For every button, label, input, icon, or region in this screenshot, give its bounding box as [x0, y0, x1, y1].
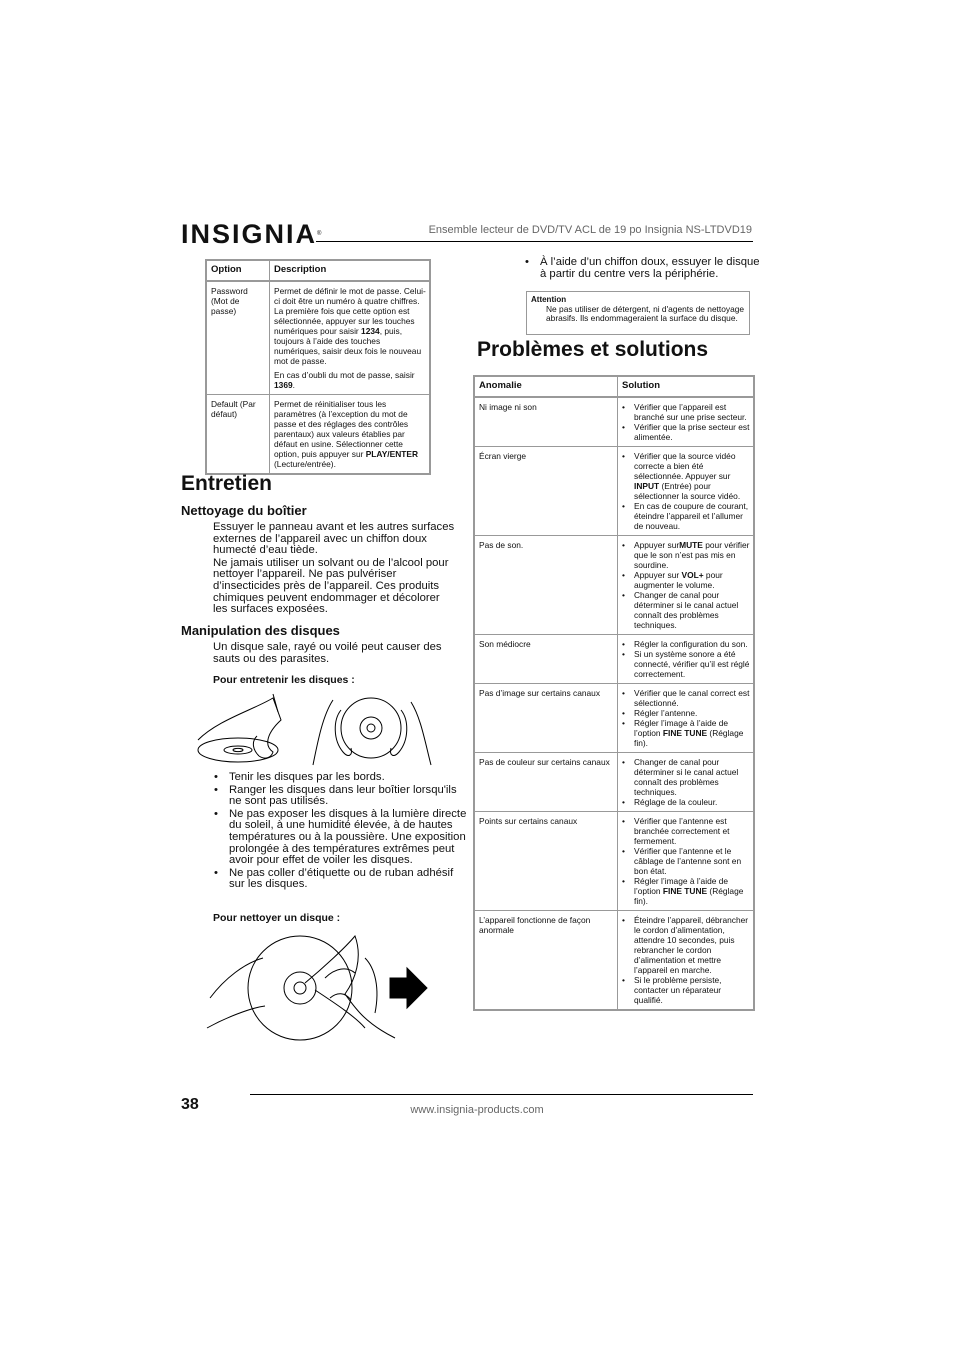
table-row: Écran vierge • Vérifier que la source vidéo correcte a bien été sélectionnée. Appuyer sur INPUT (Entrée) pour sélectionner la source vidéo. • En cas de coupure de courant, éteindre l’appareil et l’allumer de nouveau.	[474, 447, 754, 536]
col-option: Option	[206, 260, 270, 281]
col-description: Description	[270, 260, 431, 281]
table-row: Ni image ni son • Vérifier que l’appareil est branché sur une prise secteur. • Vérifier que la prise secteur est alimentée.	[474, 397, 754, 447]
table-row	[206, 395, 430, 475]
description-cell: Permet de définir le mot de passe. Celui-ci doit être un numéro à quatre chiffres. La première fois que cette option est sélectionnée, appuyer sur les touches numériques pour saisir 1234, puis, toujours à l’aide des touches numériques, saisir deux fois le nouveau mot de passe. En cas d’oubli du mot de passe, saisir 1369.	[270, 281, 431, 395]
attention-body: Ne pas utiliser de détergent, ni d'agents de nettoyage abrasifs. Ils endommageraient la surface du disque.	[546, 303, 745, 323]
paragraph: Ne jamais utiliser un solvant ou de l’alcool pour nettoyer l’appareil. Ne pas pulvériser d’insecticides près de l’appareil. Ces produits chimiques peuvent endommager et décolorer les surfaces exposées.	[213, 556, 449, 616]
list-item: • Ranger les disques dans leur boîtier lorsqu'ils ne sont pas utilisés.	[229, 785, 469, 808]
footer-rule	[250, 1094, 753, 1095]
table-row: Pas de couleur sur certains canaux • Changer de canal pour déterminer si le canal actuel connaît des problèmes techniques. • Réglage de la couleur.	[474, 753, 754, 812]
troubleshooting-table	[473, 375, 755, 1011]
section-title-entretien: Entretien	[181, 472, 273, 495]
list-item: • Ne pas coller d’étiquette ou de ruban adhésif sur les disques.	[229, 868, 469, 891]
manipulation-text: Un disque sale, rayé ou voilé peut causer des sauts ou des parasites.	[213, 641, 442, 665]
subsection-nettoyage: Nettoyage du boîtier	[181, 503, 307, 518]
option-cell: Default (Par défaut)	[206, 395, 270, 475]
nettoyage-text	[213, 522, 455, 616]
disc-handling-illustration	[193, 690, 438, 770]
list-item: • Ne pas exposer les disques à la lumière directe du soleil, à une humidité élevée, à de hautes températures ou à la poussière. Une exposition prolongée à des températures extrêmes peut avoir pour effet de voiler les disques.	[229, 809, 469, 867]
description-cell: Permet de réinitialiser tous les paramètres (à l’exception du mot de passe et des réglages des contrôles parentaux) aux valeurs établies par défaut en usine. Sélectionner cette option, puis appuyer sur PLAY/ENTER (Lecture/entrée).	[270, 395, 431, 475]
section-title-problemes: Problèmes et solutions	[477, 338, 709, 361]
table-row: Son médiocre • Régler la configuration du son. • Si un système sonore a été connecté, vérifier qu’il est réglé correctement.	[474, 635, 754, 684]
subsection-manipulation: Manipulation des disques	[181, 623, 340, 638]
table-row: Pas d’image sur certains canaux • Vérifier que le canal correct est sélectionné. • Régler l’antenne. • Régler l’image à l’aide de l’option FINE TUNE (Réglage fin).	[474, 684, 754, 753]
disc-cleaning-illustration	[205, 928, 435, 1053]
footer-url: www.insignia-products.com	[410, 1104, 544, 1116]
table-row: Points sur certains canaux • Vérifier que l’antenne est branchée correctement et fermement. • Vérifier que l’antenne et le câblage de l’antenne sont en bon état. • Régler l’image à l’aide de l’option FINE TUNE (Réglage fin).	[474, 812, 754, 911]
list-item: • À l’aide d’un chiffon doux, essuyer le disque à partir du centre vers la périphérie.	[540, 257, 765, 280]
nettoyer-label: Pour nettoyer un disque :	[213, 912, 341, 924]
attention-note	[526, 291, 750, 335]
col-solution: Solution	[618, 376, 755, 397]
option-cell: Password (Mot de passe)	[206, 281, 270, 395]
disc-care-list	[214, 772, 469, 892]
cleaning-tip-list	[525, 257, 765, 281]
page-number: 38	[181, 1096, 199, 1113]
document-title: Ensemble lecteur de DVD/TV ACL de 19 po Insignia NS-LTDVD19	[428, 224, 752, 236]
disc-right	[341, 698, 401, 758]
header-rule	[316, 241, 753, 242]
col-anomalie: Anomalie	[474, 376, 618, 397]
list-item: • Tenir les disques par les bords.	[229, 772, 469, 784]
paragraph: Essuyer le panneau avant et les autres surfaces externes de l’appareil avec un chiffon doux humecté d’eau tiède.	[213, 521, 455, 557]
table-row: L’appareil fonctionne de façon anormale • Éteindre l’appareil, débrancher le cordon d’alimentation, attendre 10 secondes, puis rebrancher le cordon d’alimentation et mettre l’appareil en marche. • Si le problème persiste, contacter un réparateur qualifié.	[474, 911, 754, 1011]
insignia-logo: INSIGNIA®	[181, 219, 322, 249]
table-row: Pas de son. • Appuyer surMUTE pour vérifier que le son n’est pas mis en sourdine. • Appuyer sur VOL+ pour augmenter le volume. • Changer de canal pour déterminer si le canal actuel connaît des problèmes techniques.	[474, 536, 754, 635]
table-row	[206, 281, 430, 395]
arrow-right-icon	[390, 968, 427, 1008]
entretenir-label: Pour entretenir les disques :	[213, 674, 355, 686]
attention-title: Attention	[531, 295, 567, 304]
options-table	[205, 259, 431, 475]
disc	[248, 936, 352, 1040]
